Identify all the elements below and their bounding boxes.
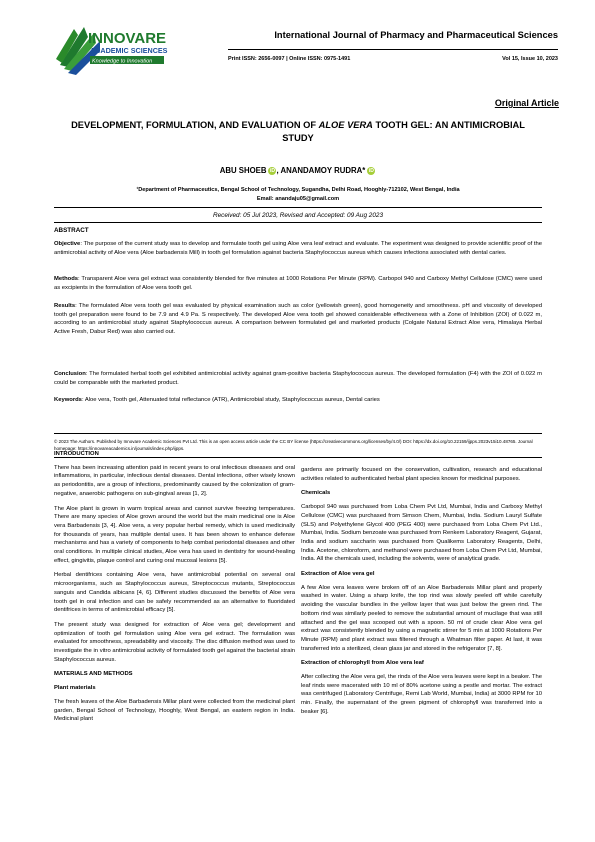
journal-title: International Journal of Pharmacy and Pharmaceutical Sciences <box>274 30 558 40</box>
right-column <box>301 466 542 723</box>
article-type: Original Article <box>494 98 559 108</box>
author-1[interactable]: ABU SHOEB <box>219 166 267 175</box>
article-title <box>60 119 536 145</box>
conclusion-text: : The formulated herbal tooth gel exhibited antimicrobial activity against gram-positive bacteria Staphylococcus aureus. The developed formulation (F4) with the ZOI of 0.022 m could be comparable with the marketed product. <box>54 371 542 386</box>
author-separator: , <box>276 166 281 175</box>
intro-paragraph-2: The Aloe plant is grown in warm tropical areas and cannot survive freezing temperatures. There are many species of Aloe grown around the world but the main medicinal one is Aloe vera Barbadensis [3, 4]. Aloe vera, a very popular herbal remedy, which is used medicinally for thousands of years, has multiple dental uses. It has been shown to enhance defense mechanisms and has a variety of components to help combat periodontal diseases and other oral conditions. In multiple clinical studies, Aloe vera has used in dentistry for wound-healing effect, gingivitis, plaque control and curing oral mucosal lesions [5]. <box>54 505 295 564</box>
introduction-heading: INTRODUCTION <box>54 451 99 457</box>
issn: Print ISSN: 2656-0097 | Online ISSN: 0975-1491 <box>228 56 351 62</box>
orcid-icon[interactable]: iD <box>269 167 275 174</box>
chemicals-heading: Chemicals <box>301 490 331 497</box>
orcid-icon[interactable]: iD <box>368 167 374 174</box>
objective-label: Objective <box>54 241 81 247</box>
abstract-objective <box>54 240 542 257</box>
authors <box>100 166 495 175</box>
results-text: : The formulated Aloe vera tooth gel was evaluated by physical examination such as color (yellowish green), good homogeneity and smoothness. pH and viscosity of developed tooth gel preparation were found to be 7.9 and 4.9 Pa. S respectively. The developed Aloe vera tooth gel showed considerable effectiveness with a Zone of Inhibition (ZOI) of 0.022 m, according to an antimicrobial study against Staphylococcus aureus. A comparison between formulated gel and marketed products (Colgate Natural Extract Aloe vera, Himalaya Herbal Active Fresh, Dabur Red) was also carried out. <box>54 303 542 335</box>
copyright-notice[interactable]: © 2023 The Authors. Published by Innovare Academic Sciences Pvt Ltd. This is an open access article under the CC BY license (https://creativecommons.org/licenses/by/4.0/) DOI: https://dx.doi.org/10.22159/ijpps.2023v15i10.48765. Journal homepage: https://innovareacademics.in/journals/index.php/ijpps. <box>54 439 533 451</box>
header-rule <box>228 49 558 50</box>
received-dates: Received: 05 Jul 2023, Revised and Accepted: 09 Aug 2023 <box>212 212 384 219</box>
email[interactable]: Email: anandaju05@gmail.com <box>256 196 340 202</box>
title-part-2: ALOE VERA <box>318 120 373 130</box>
affiliation-block <box>60 186 536 204</box>
title-part-3: TOOTH GEL: AN ANTIMICROBIAL STUDY <box>282 120 525 143</box>
abstract-heading: ABSTRACT <box>54 227 89 234</box>
corresponding-marker: * <box>362 166 366 175</box>
intro-paragraph-4: The present study was designed for extraction of Aloe vera gel; development and optimization of tooth gel formulation using Aloe vera gel extract. The formulation was evaluated for smoothness, spreadability and viscosity. The disc diffusion method was used to investigate the in vitro antimicrobial activity of formulated tooth gel against the bacterial strain Staphylococcus aureus. <box>54 621 295 663</box>
abstract-results <box>54 302 542 336</box>
keywords-text: : Aloe vera, Tooth gel, Attenuated total reflectance (ATR), Antimicrobial study, Staphylococcus aureus, Dental caries <box>81 397 380 403</box>
title-part-1: DEVELOPMENT, FORMULATION, AND EVALUATION OF <box>71 120 319 130</box>
intro-paragraph-1: There has been increasing attention paid in recent years to oral infectious diseases and oral inflammations, in particular, infectious dental diseases. Dental infections, other wisely known as periodontitis, are a group of infections, predominantly caused by the colonization of gram-negative, anaerobic pathogens on sub-gingival areas [1, 2]. <box>54 464 295 497</box>
abstract-keywords <box>54 396 542 405</box>
journal-logo <box>54 19 178 77</box>
logo-sub: ACADEMIC SCIENCES <box>90 46 168 55</box>
extraction-gel-paragraph: A few Aloe vera leaves were broken off of an Aloe Barbadensis Millar plant and properly washed in water. Using a sharp knife, the top rind was slowly peeled off while carefully avoiding the vascular bundles in the yellow layer that was just below the green rind. The bottom rind was similarly peeled to remove the substantial amount of mucilage that was still attached and the gel was scooped out with a spoon. 50 ml of crude clear Aloe vera gel extract was consistently blended by using a magnetic stirrer for 5 min at 1000 Rotations Per Minute (RPM) and plant extract was filtered through a Whatman filter paper. At last, it was transferred into a sterilized, clean glass jar and stored in the refrigerator [7, 8]. <box>301 584 542 652</box>
results-label: Results <box>54 303 76 309</box>
keywords-label: Keywords <box>54 397 82 403</box>
logo-name: INNOVARE <box>88 30 167 47</box>
chemicals-paragraph: Carbopol 940 was purchased from Loba Chem Pvt Ltd, Mumbai, India and Carboxy Methyl Cellulose (CMC) was purchased from Simson Chem, Mumbai, India. Sodium Lauryl Sulfate (SLS) and Polyethylene Glycol 400 (PEG 400) were purchased from Loba Chem Pvt Ltd., Mumbai, India. Sodium benzoate was purchased from Renkem Laboratory Reagent, Gujarat, India and sodium saccharin was purchased from Qualikems Laboratory Reagents, Delhi, India. Acetone, chloroform, and methanol were purchased from Loba Chem Pvt Ltd, Mumbai, India. All the chemicals used, including the solvents, were of analytical grade. <box>301 504 542 563</box>
logo-tag: Knowledge to Innovation <box>92 58 153 65</box>
methods-text: : Transparent Aloe vera gel extract was consistently blended for five minutes at 1000 Rotations Per Minute (RPM). Carbopol 940 and Carboxy Methyl Cellulose (CMC) were used as excipients in the formulation of Aloe vera tooth gel. <box>54 276 542 291</box>
chlorophyll-heading: Extraction of chlorophyll from Aloe vera leaf <box>301 660 424 667</box>
author-2[interactable]: ANANDAMOY RUDRA <box>280 166 363 175</box>
abstract-methods <box>54 275 542 292</box>
plant-materials-continued: gardens are primarily focused on the conservation, cultivation, research and educational activities related to authenticated herbal plant species known for medicinal purposes. <box>301 467 542 482</box>
intro-paragraph-3: Herbal dentifrices containing Aloe vera, have antimicrobial potential on several oral microorganisms, such as Staphylococcus aureus, Streptococcus mutants, Streptococcus sanguis and Candida albicans [4, 6]. Different studies discussed the benefits of Aloe vera tooth gel in oral infection and can be safely recommended as an alternative to fluoridated dentifrices in terms of antimicrobial efficacy [5]. <box>54 572 295 614</box>
conclusion-label: Conclusion <box>54 371 86 377</box>
affiliation: ¹Department of Pharmaceutics, Bengal School of Technology, Sugandha, Delhi Road, Hooghly-712102, West Bengal, India <box>136 187 460 193</box>
left-column <box>54 450 295 730</box>
materials-methods-heading: MATERIALS AND METHODS <box>54 671 133 678</box>
extraction-gel-heading: Extraction of Aloe vera gel <box>301 571 375 578</box>
divider <box>54 433 542 434</box>
methods-label: Methods <box>54 276 79 282</box>
volume-issue: Vol 15, Issue 10, 2023 <box>502 56 558 62</box>
plant-materials-paragraph: The fresh leaves of the Aloe Barbadensis Millar plant were collected from the medicinal plant garden, Bengal School of Technology, Hooghly, West Bengal, an eastern region in India. Medicinal plant <box>54 698 295 723</box>
plant-materials-heading: Plant materials <box>54 685 96 692</box>
chlorophyll-paragraph: After collecting the Aloe vera gel, the rinds of the Aloe vera leaves were kept in a beaker. The leaf rinds were macerated with 10 ml of 80% acetone using a pestle and mortar. The extract was centrifuged (Laboratory Centrifuge, Remi Lab World, Mumbai, India) at 3000 RPM for 10 min. Finally, the supernatant of the green pigment of chlorophyll was transferred into a beaker [6]. <box>301 674 542 715</box>
abstract-conclusion <box>54 370 542 387</box>
divider <box>54 207 542 208</box>
objective-text: : The purpose of the current study was to develop and formulate tooth gel using Aloe vera leaf extract and evaluate. The experiment was designed to provide scientific proof of the antimicrobial activity of Aloe vera (Aloe barbadensis Mill) in tooth gel formulation against bacteria Staphylococcus aureus which causes infections associated with dental caries. <box>54 241 542 256</box>
divider <box>54 222 542 223</box>
